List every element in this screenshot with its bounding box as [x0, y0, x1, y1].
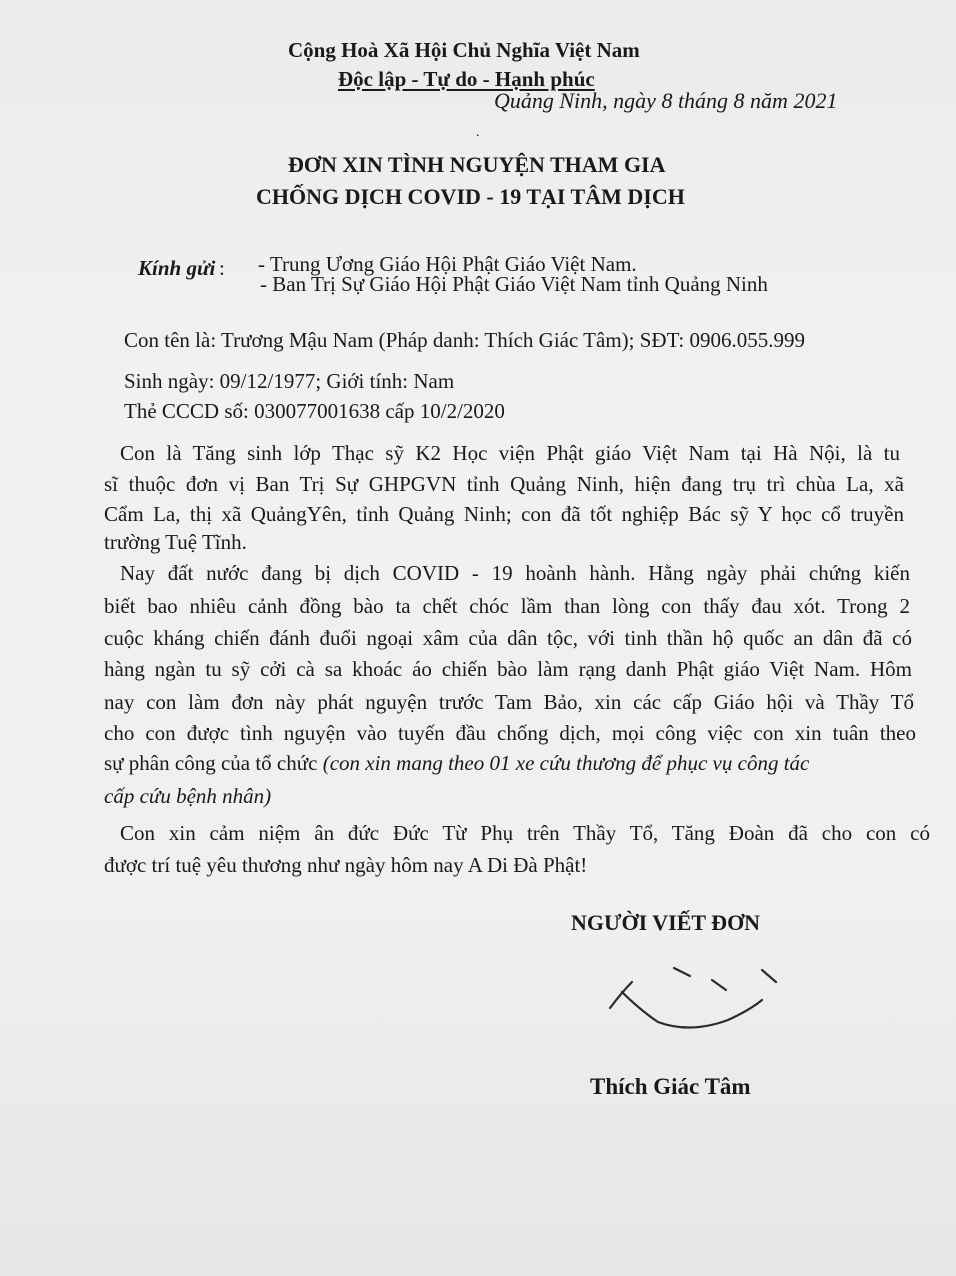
paragraph2-line7-normal: sự phân công của tổ chức	[104, 751, 323, 775]
paragraph2-line: nay con làm đơn này phát nguyện trước Tam Bảo, xin các cấp Giáo hội và Thầy Tổ	[104, 690, 914, 714]
paragraph1-line: Con là Tăng sinh lớp Thạc sỹ K2 Học viện Phật giáo Việt Nam tại Hà Nội, là tu	[120, 441, 900, 465]
identity-birth-line: Sinh ngày: 09/12/1977; Giới tính: Nam	[124, 369, 455, 393]
paragraph2-line8-italic: cấp cứu bệnh nhân)	[104, 784, 272, 808]
recipient-item: - Trung Ương Giáo Hội Phật Giáo Việt Nam.	[258, 252, 637, 276]
document-title-line1: ĐƠN XIN TÌNH NGUYỆN THAM GIA	[288, 152, 666, 177]
document-title-line2: CHỐNG DỊCH COVID - 19 TẠI TÂM DỊCH	[256, 184, 685, 209]
handwritten-signature	[600, 960, 780, 1040]
paragraph2-line: cho con được tình nguyện vào tuyến đầu chống dịch, mọi công việc con xin tuân theo	[104, 721, 916, 745]
motto-header: Độc lập - Tự do - Hạnh phúc	[338, 67, 595, 91]
signature-title: NGƯỜI VIẾT ĐƠN	[571, 910, 761, 935]
paragraph3-line: Con xin cảm niệm ân đức Đức Từ Phụ trên Thầy Tổ, Tăng Đoàn đã cho con có	[120, 821, 930, 845]
paragraph2-line: Nay đất nước đang bị dịch COVID - 19 hoành hành. Hằng ngày phải chứng kiến	[120, 561, 910, 585]
paragraph1-line: sĩ thuộc đơn vị Ban Trị Sự GHPGVN tỉnh Quảng Ninh, hiện đang trụ trì chùa La, xã	[104, 472, 904, 496]
recipient-item: - Ban Trị Sự Giáo Hội Phật Giáo Việt Nam tỉnh Quảng Ninh	[260, 272, 768, 296]
paragraph1-line: Cẩm La, thị xã QuảngYên, tỉnh Quảng Ninh; con đã tốt nghiệp Bác sỹ Y học cổ truyền	[104, 502, 904, 526]
paragraph1-line: trường Tuệ Tĩnh.	[104, 530, 247, 554]
paragraph2-line: biết bao nhiêu cảnh đồng bào ta chết chóc lầm than lòng con thấy đau xót. Trong 2	[104, 594, 910, 618]
identity-name-line: Con tên là: Trương Mậu Nam (Pháp danh: Thích Giác Tâm); SĐT: 0906.055.999	[124, 328, 805, 352]
signature-name: Thích Giác Tâm	[590, 1074, 751, 1099]
recipients-colon: :	[219, 256, 225, 280]
paragraph2-line7-italic: (con xin mang theo 01 xe cứu thương để phục vụ công tác	[322, 751, 810, 775]
dateline: Quảng Ninh, ngày 8 tháng 8 năm 2021	[494, 88, 838, 113]
nation-header: Cộng Hoà Xã Hội Chủ Nghĩa Việt Nam	[288, 38, 640, 62]
paragraph2-line: cuộc kháng chiến đánh đuổi ngoại xâm của dân tộc, với tinh thần hộ quốc an dân đã có	[104, 626, 912, 650]
paragraph3-line: được trí tuệ yêu thương như ngày hôm nay A Di Đà Phật!	[104, 853, 588, 877]
paragraph2-line: hàng ngàn tu sỹ cởi cà sa khoác áo chiến bào làm rạng danh Phật giáo Việt Nam. Hôm	[104, 657, 912, 681]
paragraph2-line	[104, 751, 809, 776]
stray-dot: .	[476, 125, 480, 140]
recipients-label: Kính gửi	[138, 256, 216, 280]
identity-id-line: Thẻ CCCD số: 030077001638 cấp 10/2/2020	[124, 399, 505, 423]
